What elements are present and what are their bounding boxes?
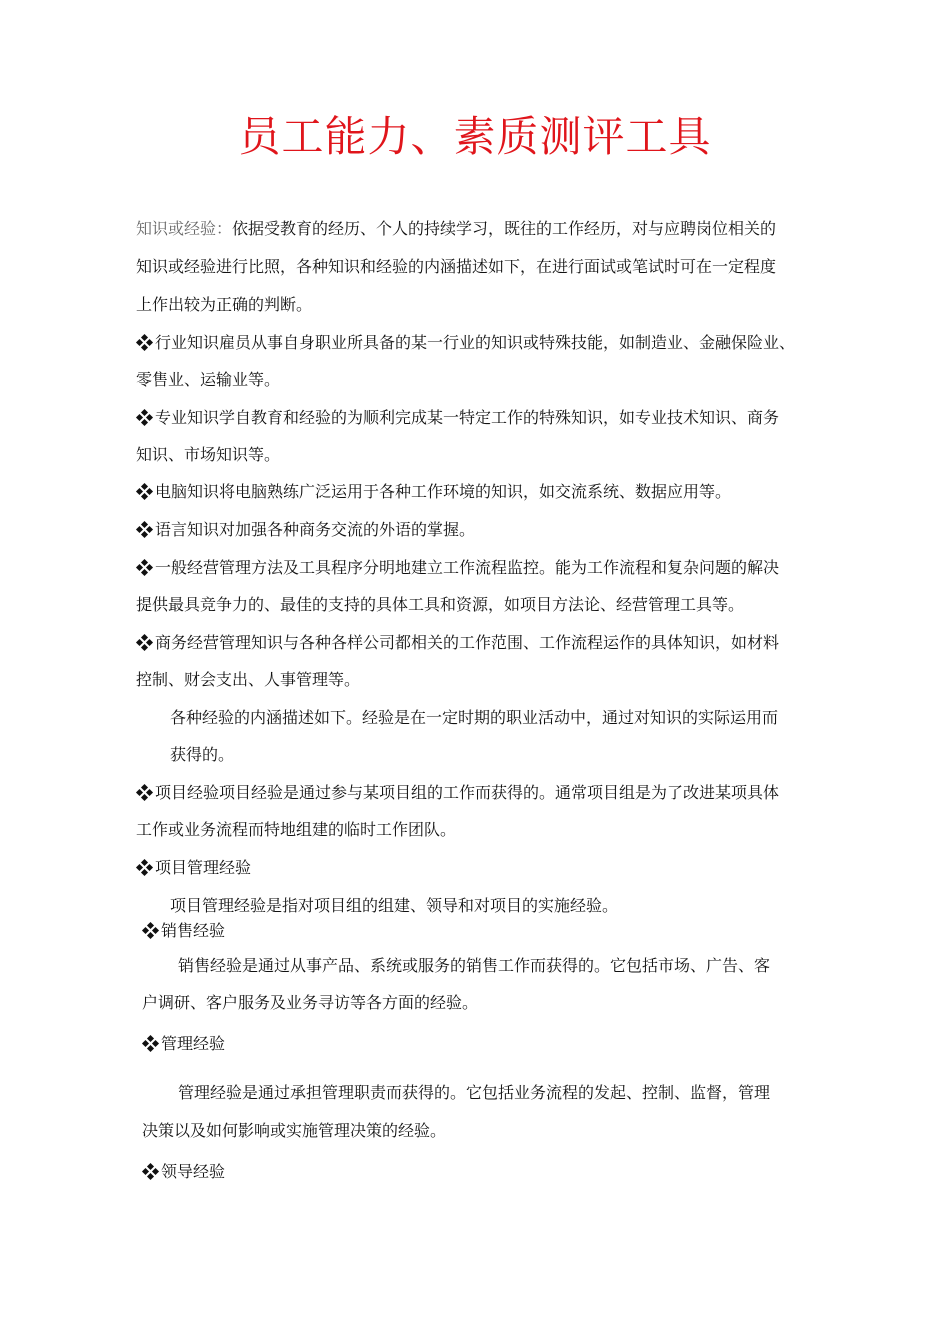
bullet-project [136,783,779,803]
bullet-industry-cont: 零售业、运输业等。 [136,370,281,389]
heading-text: 项目管理经验 [155,858,252,877]
bullet-project-cont: 工作或业务流程而特地组建的临时工作团队。 [136,820,457,839]
bullet-text: 语言知识对加强各种商务交流的外语的掌握。 [155,520,476,539]
bullet-diamond-icon [136,483,154,499]
bullet-diamond-icon [142,922,160,938]
experience-intro-1: 各种经验的内涵描述如下。经验是在一定时期的职业活动中，通过对知识的实际运用而 [170,708,779,727]
bullet-professional-cont: 知识、市场知识等。 [136,445,281,464]
bullet-diamond-icon [142,1163,160,1179]
intro-line-2: 知识或经验进行比照，各种知识和经验的内涵描述如下，在进行面试或笔试时可在一定程度 [136,257,777,276]
management-desc-2: 决策以及如何影响或实施管理决策的经验。 [142,1121,447,1140]
bullet-computer [136,482,731,502]
heading-leadership [142,1162,225,1182]
experience-intro-2: 获得的。 [170,745,235,764]
bullet-text: 项目经验项目经验是通过参与某项目组的工作而获得的。通常项目组是为了改进某项具体 [155,783,780,802]
management-desc-1: 管理经验是通过承担管理职责而获得的。它包括业务流程的发起、控制、监督，管理 [178,1083,771,1102]
project-mgmt-desc: 项目管理经验是指对项目组的组建、领导和对项目的实施经验。 [170,896,619,915]
intro-line-1 [136,219,776,239]
intro-text-1: 依据受教育的经历、个人的持续学习，既往的工作经历，对与应聘岗位相关的 [232,219,777,238]
bullet-general-mgmt-cont: 提供最具竞争力的、最佳的支持的具体工具和资源，如项目方法论、经营管理工具等。 [136,595,745,614]
bullet-diamond-icon [136,859,154,875]
bullet-professional [136,408,779,428]
bullet-text: 电脑知识将电脑熟练广泛运用于各种工作环境的知识，如交流系统、数据应用等。 [155,482,732,501]
heading-management [142,1034,225,1054]
bullet-diamond-icon [136,634,154,650]
intro-line-3: 上作出较为正确的判断。 [136,295,313,314]
heading-text: 管理经验 [161,1034,226,1053]
bullet-diamond-icon [136,521,154,537]
bullet-industry [136,333,795,353]
bullet-text: 行业知识雇员从事自身职业所具备的某一行业的知识或特殊技能，如制造业、金融保险业、 [155,333,796,352]
heading-sales [142,921,225,941]
heading-text: 领导经验 [161,1162,226,1181]
intro-label: 知识或经验： [136,219,233,238]
page-title: 员工能力、素质测评工具 [238,112,712,161]
bullet-diamond-icon [136,784,154,800]
bullet-business-mgmt-cont: 控制、财会支出、人事管理等。 [136,670,361,689]
bullet-text: 专业知识学自教育和经验的为顺利完成某一特定工作的特殊知识，如专业技术知识、商务 [155,408,780,427]
bullet-business-mgmt [136,633,779,653]
heading-project-mgmt [136,858,251,878]
sales-desc-2: 户调研、客户服务及业务寻访等各方面的经验。 [142,993,479,1012]
bullet-text: 一般经营管理方法及工具程序分明地建立工作流程监控。能为工作流程和复杂问题的解决 [155,558,780,577]
bullet-text: 商务经营管理知识与各种各样公司都相关的工作范围、工作流程运作的具体知识，如材料 [155,633,780,652]
bullet-general-mgmt [136,558,779,578]
bullet-language [136,520,475,540]
bullet-diamond-icon [142,1035,160,1051]
bullet-diamond-icon [136,409,154,425]
bullet-diamond-icon [136,559,154,575]
sales-desc-1: 销售经验是通过从事产品、系统或服务的销售工作而获得的。它包括市场、广告、客 [178,956,771,975]
heading-text: 销售经验 [161,921,226,940]
bullet-diamond-icon [136,334,154,350]
